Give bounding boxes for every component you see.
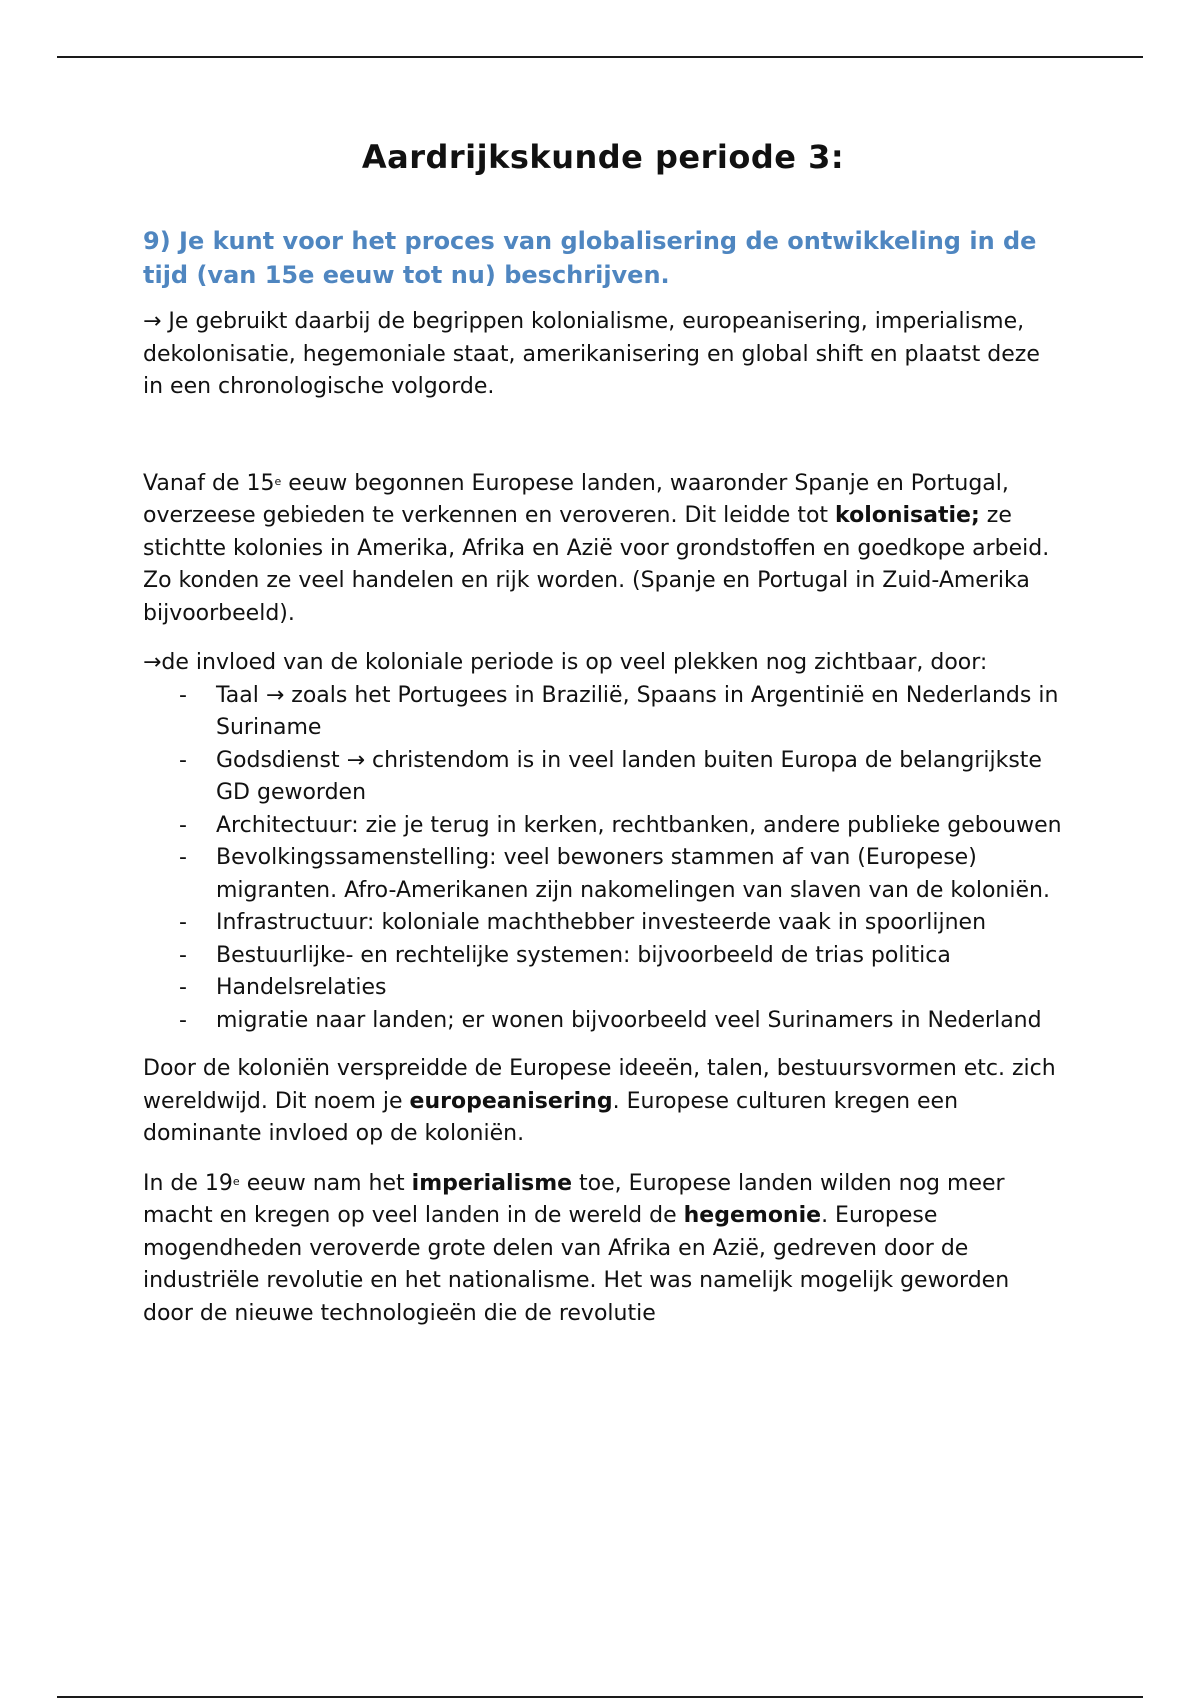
document-body xyxy=(143,138,1063,1347)
text-run: In de 19 xyxy=(143,1170,233,1196)
list-item xyxy=(143,745,1063,810)
list-item-text: Taal → zoals het Portugees in Brazilië, Spaans in Argentinië en Nederlands in Suriname xyxy=(216,682,1059,740)
influence-intro: →de invloed van de koloniale periode is op veel plekken nog zichtbaar, door: xyxy=(143,650,988,675)
list-item xyxy=(143,810,1063,843)
bullet-dash: - xyxy=(179,845,187,870)
term-hegemonie: hegemonie xyxy=(683,1203,822,1228)
bullet-dash: - xyxy=(179,942,187,968)
page-title: Aardrijkskunde periode 3: xyxy=(361,138,845,176)
europeanisation-paragraph xyxy=(143,1053,1063,1151)
text-run: ze stichtte kolonies in Amerika, Afrika en Azië voor grondstoffen en goedkope arbeid. Zo konden ze veel handelen en rijk worden. (Spanje en Portugal in Zuid-Amerika bijvoorbeeld). xyxy=(143,503,1050,626)
text-run: eeuw nam het xyxy=(239,1170,412,1196)
list-item xyxy=(143,907,1063,940)
bullet-dash: - xyxy=(179,910,187,935)
term-kolonisatie: kolonisatie; xyxy=(835,503,980,528)
text-run: Door de koloniën verspreidde de Europese ideeën, talen, bestuursvormen etc. zich wereldwijd. Dit noem je xyxy=(143,1056,1056,1114)
list-item-text: Handelsrelaties xyxy=(216,975,387,1000)
text-run: Vanaf de 15 xyxy=(143,470,275,496)
list-item-text: Bestuurlijke- en rechtelijke systemen: bijvoorbeeld de trias politica xyxy=(216,942,951,968)
text-run: eeuw begonnen Europese landen, waaronder Spanje en Portugal, overzeese gebieden te verkennen en veroveren. Dit leidde tot xyxy=(143,470,1009,528)
text-run: . Europese mogendheden veroverde grote delen van Afrika en Azië, gedreven door de industriële revolutie en het nationalisme. Het was namelijk mogelijk geworden door de nieuwe technologieën die de revolutie xyxy=(143,1203,1010,1326)
bullet-dash: - xyxy=(179,747,187,773)
text-run: . Europese culturen kregen een dominante invloed op de koloniën. xyxy=(143,1088,959,1146)
list-item-text: Architectuur: zie je terug in kerken, rechtbanken, andere publieke gebouwen xyxy=(216,812,1062,838)
term-imperialisme: imperialisme xyxy=(411,1170,573,1196)
list-item-text: migratie naar landen; er wonen bijvoorbeeld veel Surinamers in Nederland xyxy=(216,1007,1042,1033)
list-item xyxy=(143,680,1063,745)
imperialism-paragraph xyxy=(143,1168,1063,1331)
list-item xyxy=(143,972,1063,1005)
superscript: e xyxy=(232,1174,240,1188)
intro-paragraph: → Je gebruikt daarbij de begrippen kolonialisme, europeanisering, imperialisme, dekolonisatie, hegemoniale staat, amerikanisering en global shift en plaatst deze in een chronologische volgorde. xyxy=(143,309,1040,399)
bullet-dash: - xyxy=(179,812,187,838)
bottom-rule xyxy=(57,1696,1143,1698)
bullet-dash: - xyxy=(179,975,187,1000)
list-item-text: Infrastructuur: koloniale machthebber investeerde vaak in spoorlijnen xyxy=(216,910,987,935)
list-item-text: Bevolkingssamenstelling: veel bewoners stammen af van (Europese) migranten. Afro-Amerikanen zijn nakomelingen van slaven van de koloniën. xyxy=(216,845,1050,903)
list-item xyxy=(143,1005,1063,1038)
learning-goal-heading: 9) Je kunt voor het proces van globalisering de ontwikkeling in de tijd (van 15e eeuw tot nu) beschrijven. xyxy=(143,227,1037,289)
bullet-dash: - xyxy=(179,1007,187,1033)
term-europeanisering: europeanisering xyxy=(409,1088,613,1114)
colonization-paragraph xyxy=(143,468,1063,631)
top-rule xyxy=(57,56,1143,58)
influence-list xyxy=(143,680,1063,1038)
list-item xyxy=(143,842,1063,907)
bullet-dash: - xyxy=(179,682,187,708)
superscript: e xyxy=(274,474,282,488)
text-run: toe, Europese landen wilden nog meer macht en kregen op veel landen in de wereld de xyxy=(143,1170,1005,1228)
list-item-text: Godsdienst → christendom is in veel landen buiten Europa de belangrijkste GD geworden xyxy=(216,747,1042,805)
list-item xyxy=(143,940,1063,973)
